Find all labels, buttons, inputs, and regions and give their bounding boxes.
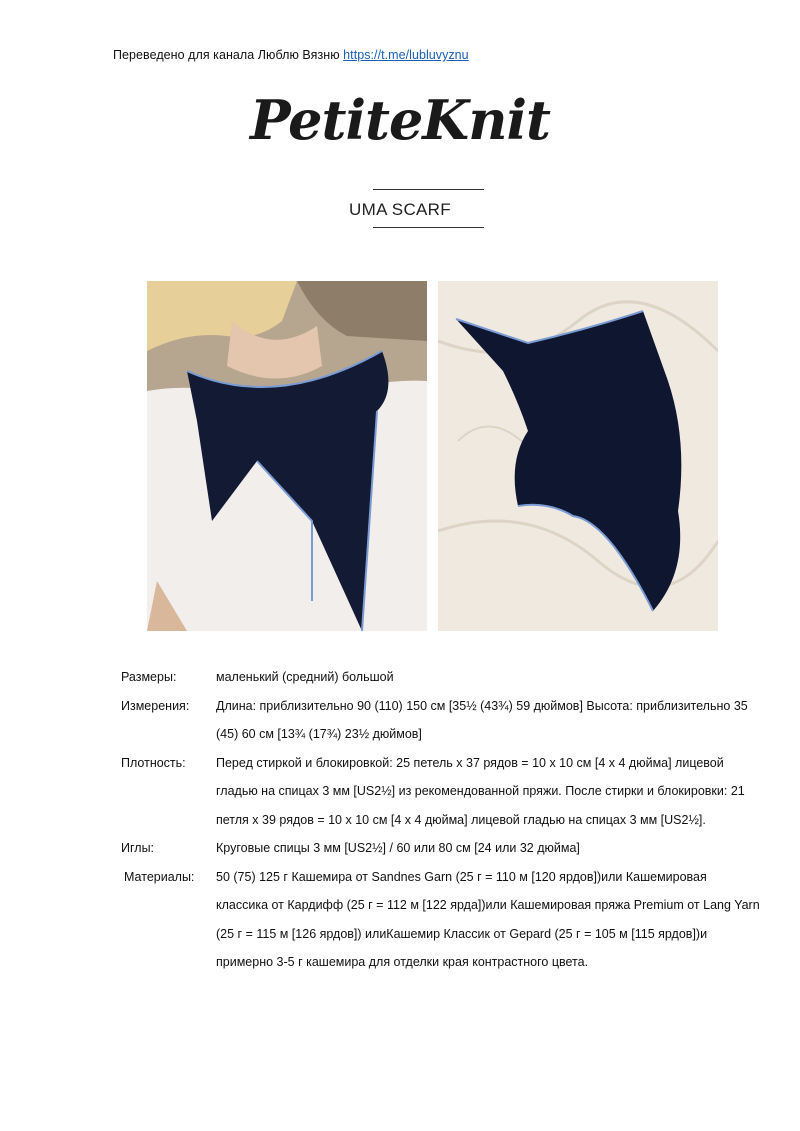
title-rule-bottom — [373, 227, 484, 228]
telegram-link[interactable]: https://t.me/lubluvyznu — [343, 48, 469, 62]
title-rule-top — [373, 189, 484, 190]
spec-label: Плотность: — [121, 755, 186, 770]
spec-value: Перед стиркой и блокировкой: 25 петель x 37 рядов = 10 x 10 см [4 x 4 дюйма] лицевой гладью на спицах 3 мм [US2½] из рекомендованной пряжи. После стирки и блокировки: 21 петля x 39 рядов = 10 x 10 см [4 x 4 дюйма] лицевой гладью на спицах 3 мм [US2½]. — [216, 755, 745, 827]
spec-value: 50 (75) 125 г Кашемира от Sandnes Garn (25 г = 110 м [120 ярдов])или Кашемировая классика от Кардифф (25 г = 112 м [122 ярда])или Кашемировая пряжа Premium от Lang Yarn (25 г = 115 м [126 ярдов]) илиКашемир Классик от Gepard (25 г = 105 м [115 ярдов])и примерно 3-5 г кашемира для отделки края контрастного цвета. — [216, 869, 760, 969]
spec-label: Материалы: — [124, 869, 195, 884]
photo-scarf-worn — [147, 281, 427, 631]
spec-label: Размеры: — [121, 670, 177, 684]
spec-row-materials — [121, 863, 761, 977]
spec-value: маленький (средний) большой — [216, 670, 394, 684]
spec-row-sizes — [121, 663, 761, 692]
pattern-title: UMA SCARF — [349, 200, 451, 219]
spec-label: Иглы: — [121, 841, 155, 855]
pattern-specs — [121, 663, 761, 977]
spec-value: Длина: приблизительно 90 (110) 150 см [35½ (43¾) 59 дюймов] Высота: приблизительно 35 (45) 60 см [13¾ (17¾) 23½ дюймов] — [216, 698, 748, 741]
spec-value: Круговые спицы 3 мм [US2½] / 60 или 80 см [24 или 32 дюйма] — [216, 841, 580, 855]
petiteknit-logo: PetiteKnit — [250, 88, 550, 152]
header-text: Переведено для канала Люблю Вязню — [113, 48, 340, 62]
spec-label: Измерения: — [121, 698, 190, 713]
header-line — [113, 48, 469, 62]
spec-row-gauge — [121, 749, 761, 835]
photo-scarf-flat — [438, 281, 718, 631]
spec-row-measurements — [121, 692, 761, 749]
spec-row-needles — [121, 834, 761, 863]
